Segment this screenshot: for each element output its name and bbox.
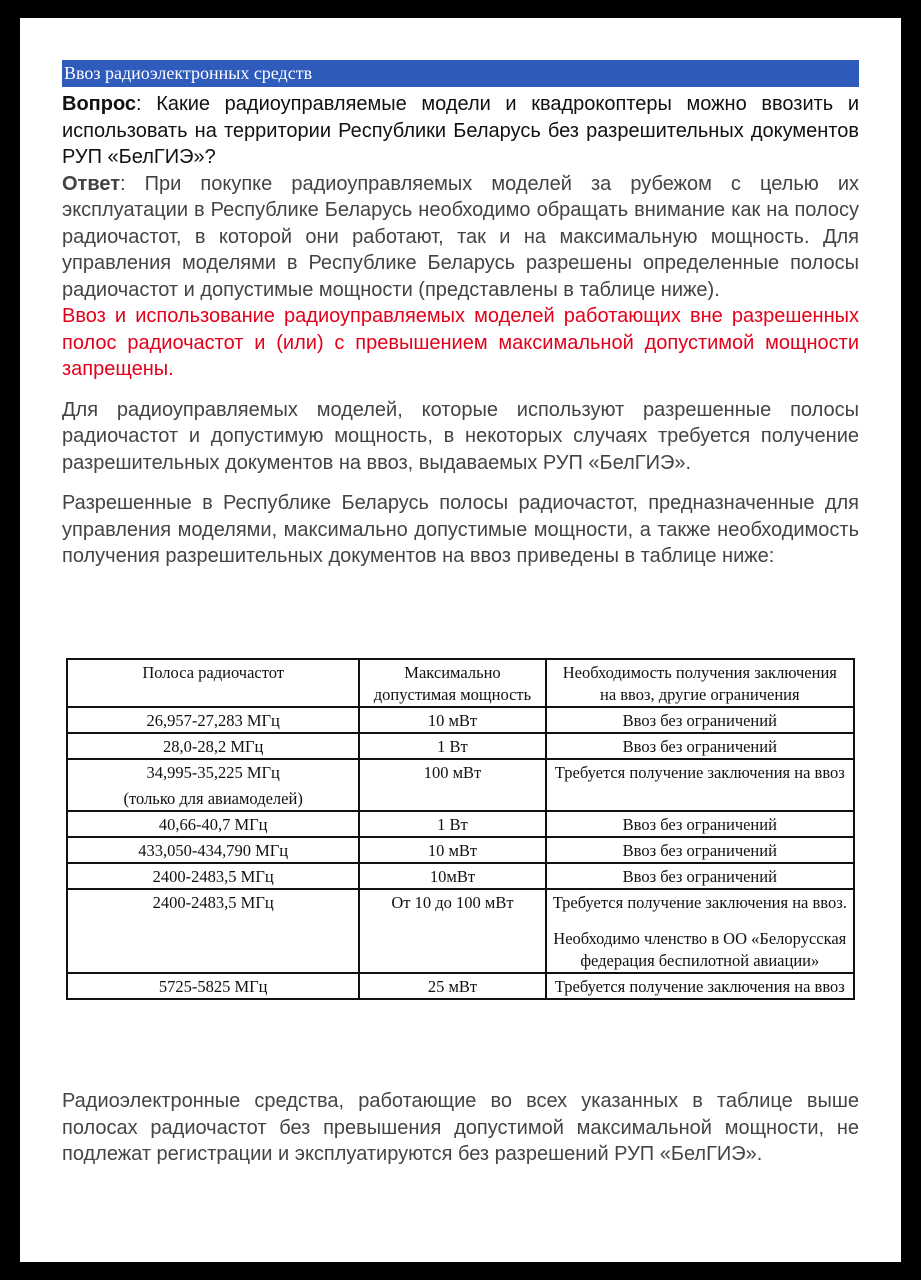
requirement-note: Необходимо членство в ОО «Белорусская федерация беспилотной авиации»: [553, 929, 847, 970]
table-row: [67, 973, 854, 999]
frequency-table: [66, 658, 855, 1000]
cell-requirement: [546, 889, 854, 973]
cell-band: 40,66-40,7 МГц: [67, 811, 359, 837]
document-content: [62, 18, 859, 1165]
documents-paragraph: Для радиоуправляемых моделей, которые используют разрешенные полосы радиочастот и допустимую мощность, в некоторых случаях требуется получение разрешительных документов на ввоз, выдаваемых РУП «БелГИЭ».: [62, 398, 859, 474]
cell-band: [67, 759, 359, 811]
header-band: Полоса радиочастот: [67, 659, 359, 707]
cell-power: 1 Вт: [359, 811, 545, 837]
band-value: 34,995-35,225 МГц: [146, 763, 280, 782]
cell-requirement: Ввоз без ограничений: [546, 863, 854, 889]
cell-power: 10мВт: [359, 863, 545, 889]
cell-requirement: Ввоз без ограничений: [546, 707, 854, 733]
answer-paragraph: [62, 171, 859, 304]
cell-requirement: Требуется получение заключения на ввоз: [546, 973, 854, 999]
table-row: [67, 733, 854, 759]
answer-text: : При покупке радиоуправляемых моделей за рубежом с целью их эксплуатации в Республике Беларусь необходимо обращать внимание как на полосу радиочастот, в которой они работают, так и на максимальную мощность. Для управления моделями в Республике Беларусь разрешены определенные полосы радиочастот и допустимые мощности (представлены в таблице ниже).: [62, 172, 859, 301]
cell-power: 100 мВт: [359, 759, 545, 811]
answer-label: Ответ: [62, 172, 121, 195]
cell-power: 10 мВт: [359, 837, 545, 863]
cell-band: 5725-5825 МГц: [67, 973, 359, 999]
question-label: Вопрос: [62, 93, 137, 115]
cell-band: 2400-2483,5 МГц: [67, 863, 359, 889]
cell-band: 433,050-434,790 МГц: [67, 837, 359, 863]
table-row: [67, 707, 854, 733]
table-row: [67, 759, 854, 811]
table-intro-paragraph: Разрешенные в Республике Беларусь полосы радиочастот, предназначенные для управления моделями, максимально допустимые мощности, а также необходимость получения разрешительных документов на ввоз приведены в таблице ниже:: [62, 492, 859, 567]
cell-requirement: Ввоз без ограничений: [546, 837, 854, 863]
table-row: [67, 889, 854, 973]
section-header: Ввоз радиоэлектронных средств: [62, 60, 859, 87]
cell-requirement: Требуется получение заключения на ввоз: [546, 759, 854, 811]
cell-power: От 10 до 100 мВт: [359, 889, 545, 973]
table-row: [67, 811, 854, 837]
document-page: [20, 18, 901, 1262]
table-row: [67, 863, 854, 889]
cell-power: 25 мВт: [359, 973, 545, 999]
cell-band: 2400-2483,5 МГц: [67, 889, 359, 973]
table-header-row: [67, 659, 854, 707]
final-paragraph: Радиоэлектронные средства, работающие во всех указанных в таблице выше полосах радиочастот без превышения допустимой максимальной мощности, не подлежат регистрации и эксплуатируются без разрешений РУП «БелГИЭ».: [62, 1090, 859, 1165]
header-requirement: Необходимость получения заключения на ввоз, другие ограничения: [546, 659, 854, 707]
band-note: (только для авиамоделей): [123, 789, 303, 808]
header-power: Максимально допустимая мощность: [359, 659, 545, 707]
cell-power: 1 Вт: [359, 733, 545, 759]
question-paragraph: [62, 91, 859, 171]
cell-band: 28,0-28,2 МГц: [67, 733, 359, 759]
cell-requirement: Ввоз без ограничений: [546, 733, 854, 759]
cell-requirement: Ввоз без ограничений: [546, 811, 854, 837]
question-text: : Какие радиоуправляемые модели и квадрокоптеры можно ввозить и использовать на территории Республики Беларусь без разрешительных документов РУП «БелГИЭ»?: [62, 93, 859, 168]
warning-paragraph: Ввоз и использование радиоуправляемых моделей работающих вне разрешенных полос радиочастот и (или) с превышением максимальной допустимой мощности запрещены.: [62, 305, 859, 380]
table-row: [67, 837, 854, 863]
cell-band: 26,957-27,283 МГц: [67, 707, 359, 733]
requirement-value: Требуется получение заключения на ввоз.: [552, 893, 847, 912]
cell-power: 10 мВт: [359, 707, 545, 733]
